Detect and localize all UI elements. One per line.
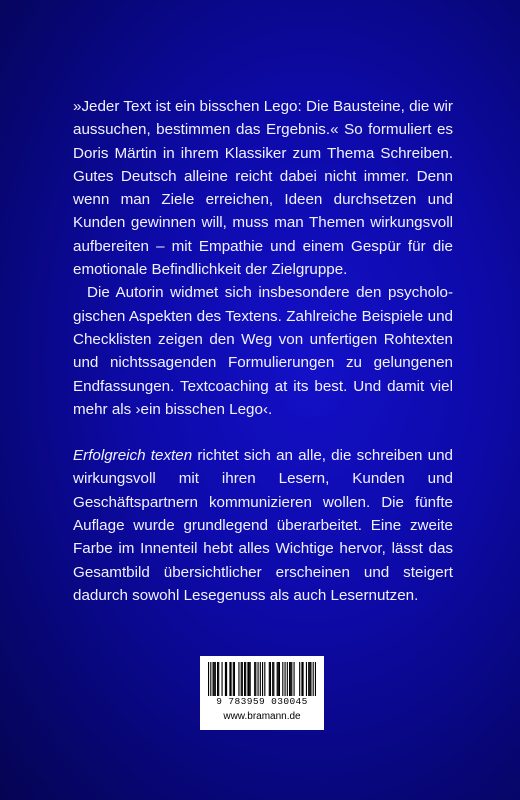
barcode-bar — [294, 662, 295, 696]
barcode-bar — [215, 662, 216, 696]
barcode-bar — [231, 662, 232, 696]
barcode-label — [200, 656, 324, 730]
barcode-bar — [309, 662, 310, 696]
barcode-bar — [264, 662, 265, 696]
barcode-bar — [250, 662, 251, 696]
barcode-bar — [210, 662, 211, 696]
barcode-bar — [303, 662, 304, 696]
isbn-digits: 9 783959 030045 — [216, 696, 308, 707]
barcode-bar — [279, 662, 280, 696]
barcode-bar — [262, 662, 263, 696]
barcode-bar — [301, 662, 302, 696]
barcode-bar — [249, 662, 250, 696]
barcode-bar — [277, 662, 278, 696]
barcode-bar — [291, 662, 292, 696]
barcode-bar — [290, 662, 291, 696]
barcode-bar — [299, 662, 300, 696]
barcode-bar — [229, 662, 230, 696]
barcode-bar — [310, 662, 311, 696]
barcode-bar — [285, 662, 286, 696]
barcode-bar — [270, 662, 271, 696]
barcode-bar — [234, 662, 235, 696]
barcode-bar — [260, 662, 261, 696]
blurb-text — [73, 95, 453, 607]
barcode-bar — [213, 662, 214, 696]
barcode-bar — [278, 662, 279, 696]
isbn-barcode — [208, 662, 316, 698]
barcode-bar — [238, 662, 239, 696]
barcode-bar — [255, 662, 256, 696]
barcode-bar — [289, 662, 290, 696]
barcode-bar — [254, 662, 255, 696]
book-title-italic: Erfolgreich texten — [73, 447, 193, 465]
barcode-bar — [287, 662, 288, 696]
barcode-bar — [258, 662, 259, 696]
publisher-website: www.bramann.de — [223, 711, 301, 722]
barcode-bar — [308, 662, 309, 696]
barcode-bar — [233, 662, 234, 696]
barcode-bar — [241, 662, 242, 696]
barcode-bar — [313, 662, 314, 696]
barcode-bar — [273, 662, 274, 696]
barcode-bar — [272, 662, 273, 696]
barcode-bar — [208, 662, 209, 696]
barcode-bar — [218, 662, 219, 696]
barcode-bar — [269, 662, 270, 696]
barcode-bar — [247, 662, 248, 696]
barcode-bar — [222, 662, 223, 696]
blurb-paragraph-1: »Jeder Text ist ein bisschen Lego: Die Bausteine, die wir aussuchen, bestimmen das Ergebnis.« So formuliert es Doris Märtin in ihrem Klassiker zum Thema Schreiben. Gutes Deutsch alleine reicht dabei nicht immer. Denn wenn man Ziele erreichen, Ideen durchsetzen und Kunden gewinnen will, muss man Themen wirkungsvoll aufbereiten – mit Empathie und einem Gespür für die emotionale Befindlichkeit der Zielgruppe. — [73, 98, 453, 279]
barcode-bar — [306, 662, 307, 696]
barcode-bar — [244, 662, 245, 696]
blurb-paragraph-2: Die Autorin widmet sich insbesondere den psychologischen Aspekten des Textens. Zahlreiche Beispiele und Checklisten zeigen den Weg von unfertigen Rohtexten und nichtssagenden Formulierungen zu gelungenen Endfassungen. Textcoaching at its best. Und damit viel mehr als ›ein bisschen Lego‹. — [73, 284, 453, 418]
barcode-bar — [242, 662, 243, 696]
blurb-paragraph-3-rest: richtet sich an alle, die schreiben und wirkungsvoll mit ihren Lesern, Kunden und Geschäftspartnern kommunizieren wollen. Die fünfte Auflage wurde grundlegend überarbeitet. Eine zweite Farbe im Innenteil hebt alles Wichtige hervor, lässt das Gesamtbild übersichtlicher erscheinen und steigert dadurch sowohl Lesegenuss als auch Lesernutzen. — [73, 447, 453, 604]
barcode-bar — [282, 662, 283, 696]
barcode-bar — [245, 662, 246, 696]
barcode-bar — [217, 662, 218, 696]
barcode-bar — [214, 662, 215, 696]
barcode-bar — [225, 662, 226, 696]
barcode-bar — [226, 662, 227, 696]
barcode-bar — [315, 662, 316, 696]
blurb-paragraph-3 — [73, 444, 453, 607]
